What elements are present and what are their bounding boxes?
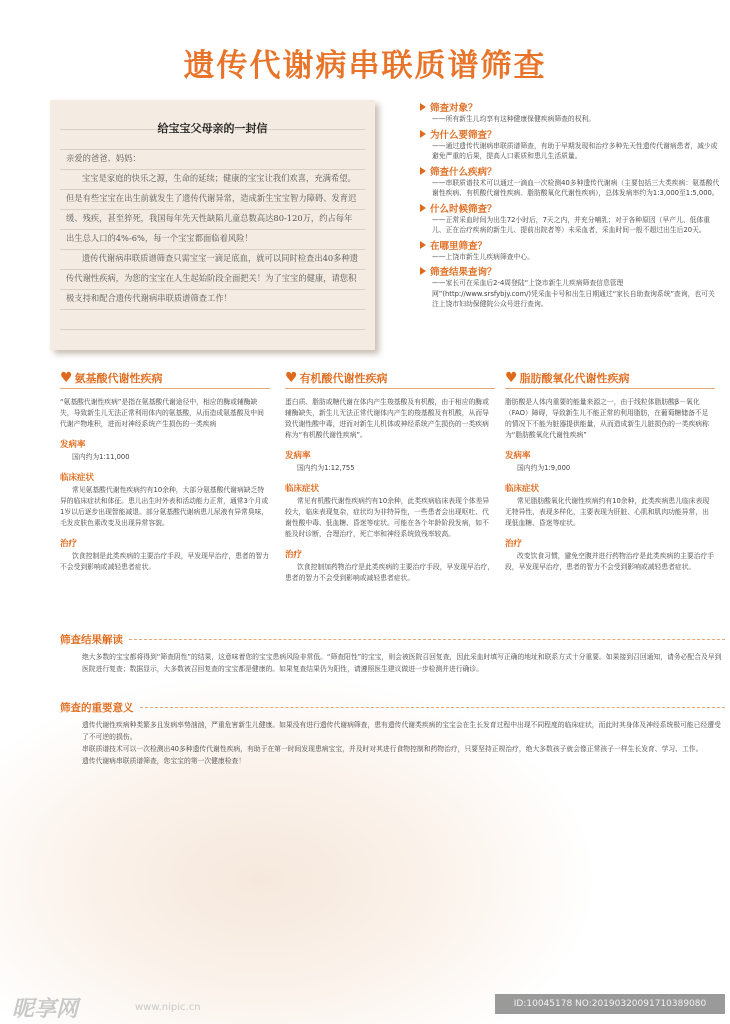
- faq-answer: ——上饶市新生儿疾病筛查中心。: [432, 252, 534, 261]
- watermark-footer: [0, 988, 730, 1024]
- section-heading: 筛查结果解读: [60, 634, 123, 646]
- incidence-value: 国内约为1:9,000: [517, 464, 571, 472]
- faq-item: [420, 201, 720, 236]
- letter-body: [66, 148, 359, 308]
- incidence-label: 发病率: [285, 451, 311, 461]
- arrow-icon: [420, 167, 426, 175]
- symptom-label: 临床症状: [285, 484, 320, 494]
- incidence-value: 国内约为1:12,755: [297, 464, 355, 472]
- letter-paper: [60, 110, 365, 340]
- faq-question: 为什么要筛查？: [430, 129, 497, 141]
- arrow-icon: [420, 130, 426, 138]
- results-text: 绝大多数的宝宝都将得到“筛查阴性”的结果，这意味着您的宝宝患病风险非常低。“筛查阳性”的宝宝，则会被医院召回复查，因此采血时填写正确的地址和联系方式十分重要。如果接到召回通知，请务必配合及早到医院进行复查；数据显示，大多数被召回复查的宝宝都是健康的。如果复查结果仍为阳性，请遵照医生建议做进一步检测并进行确诊。: [82, 653, 722, 673]
- letter-paragraph: 宝宝是家庭的快乐之源，生命的延续；健康的宝宝让我们欢喜，充满希望。但是有些宝宝在出生前就发生了遗传代谢异常，造成新生宝宝智力障碍、发育迟缓、残疾，甚至猝死，我国每年先天性缺陷儿童总数高达80-120万，约占每年出生总人口的4%-6%，每一个宝宝都面临着风险！: [66, 173, 357, 243]
- arrow-icon: [420, 241, 426, 249]
- image-id-bar: ID:10045178 NO:20190320091710389080: [495, 994, 725, 1014]
- disease-column-amino-acid: [60, 370, 270, 573]
- faq-item: [420, 164, 720, 199]
- column-intro: “氨基酸代谢性疾病”是指在氨基酸代谢途径中，相应的酶或辅酶缺失，导致新生儿无法正常利用体内的氨基酸，从而造成氨基酸及中间代谢产物堆积，进而对神经系统产生损伤的一类疾病: [60, 398, 264, 428]
- symptom-text: 常见有机酸代谢性疾病约有10余种，此类疾病临床表现个体差异较大，临床表现复杂，症状均为非特异性，一些患者会出现呕吐、代谢性酸中毒、低血糖、昏迷等症状。可能在各个年龄阶段发病，如不能及时诊断，合理治疗，死亡率和神经系统致残率较高。: [285, 497, 490, 538]
- treatment-text: 改变饮食习惯，避免空腹并进行药物治疗是此类疾病的主要治疗手段，早发现早治疗，患者的智力不会受到影响或减轻患者症状。: [505, 552, 715, 571]
- faq-answer: ——家长可在采血后2-4周登陆“上饶市新生儿疾病筛查信息管理网”(http://www.srsfybjy.com/)凭采血卡号和出生日期通过“家长自助查询系统”查询，也可关注上饶市妇幼保健院公众号进行查询。: [432, 279, 715, 308]
- heart-icon: ♥: [60, 370, 73, 386]
- arrow-icon: [420, 267, 426, 275]
- faq-question: 在哪里筛查？: [430, 240, 488, 252]
- faq-answer: ——所有新生儿均享有这种健康保健疾病筛查的权利。: [432, 115, 596, 123]
- watermark-brand: 昵享网: [12, 996, 79, 1022]
- dashed-divider: [129, 639, 725, 640]
- column-intro: 蛋白质、脂肪或糖代谢在体内产生羧基酸及有机酸，由于相应的酶或辅酶缺失，新生儿无法正常代谢体内产生的羧基酸及有机酸，从而导致代谢性酸中毒，进而对新生儿机体或神经系统产生损伤的一类疾病称为“有机酸代谢性疾病”。: [285, 398, 489, 439]
- column-heading: 氨基酸代谢性疾病: [74, 372, 163, 385]
- column-intro: 脂肪酸是人体内重要的能量来源之一，由于线粒体脂肪酸β－氧化（FAO）障碍，导致新生儿不能正常的利用脂肪，在葡萄糖储备不足的情况下不能为脏器提供能量，从而造成新生儿脏损伤的一类疾病称为“脂肪酸氧化代谢性疾病”: [505, 398, 709, 439]
- faq-answer: ——串联质谱技术可以通过一滴血一次检测40多种遗传代谢病（主要包括三大类疾病：氨基酸代谢性疾病、有机酸代谢性疾病、脂肪酸氧化代谢性疾病），总体发病率约为1:3,000至1:5,000。: [432, 178, 720, 197]
- arrow-icon: [420, 204, 426, 212]
- letter-paragraph: 遗传代谢病串联质谱筛查只需宝宝一滴足底血，就可以同时检查出40多种遗传代谢性疾病，为您的宝宝在人生起始阶段全面把关！为了宝宝的健康，请您积极支持和配合遗传代谢病串联质谱筛查工作！: [66, 253, 359, 303]
- faq-answer: ——正常采血时间为出生72小时后，7天之内，并充分哺乳；对于各种原因（早产儿、低体重儿、正在治疗疾病的新生儿、提前出院者等）未采血者，采血时间一般不超过出生后20天。: [432, 215, 711, 234]
- arrow-icon: [420, 103, 426, 111]
- symptom-text: 常见脂肪酸氧化代谢性疾病约有10余种，此类疾病患儿临床表现无特异性，表现多样化，主要表现为肝脏、心肌和肌肉功能异常，出现低血糖、昏迷等症状。: [505, 497, 710, 527]
- faq-item: [420, 238, 720, 263]
- importance-paragraph: 串联质谱技术可以一次检测出40多种遗传代谢性疾病，有助于在第一时间发现患病宝宝，并及时对其进行食物控制和药物治疗，只要坚持正规治疗，绝大多数孩子就会像正常孩子一样生长发育、学习、工作。: [82, 745, 703, 753]
- importance-paragraph: 遗传代谢病串联质谱筛查，您宝宝的第一次健康检查！: [82, 757, 246, 765]
- disease-column-fatty-acid: [505, 370, 715, 573]
- page-title: 遗传代谢病串联质谱筛查: [183, 48, 547, 84]
- importance-section: [60, 700, 725, 767]
- column-heading: 脂肪酸氧化代谢性疾病: [519, 372, 630, 385]
- faq-item: [420, 100, 720, 125]
- treatment-text: 饮食控制加药物治疗是此类疾病的主要治疗手段，早发现早治疗，患者的智力不会受到影响或减轻患者症状。: [285, 563, 495, 582]
- incidence-value: 国内约为1:11,000: [72, 453, 130, 461]
- faq-question: 什么时候筛查？: [430, 203, 497, 215]
- parent-letter: [50, 100, 375, 350]
- column-heading: 有机酸代谢性疾病: [299, 372, 388, 385]
- importance-paragraph: 遗传代谢性疾病种类繁多且发病率势汹汹，严重危害新生儿健康。如果没有进行遗传代谢病筛查，患有遗传代谢类疾病的宝宝会在生长发育过程中出现不同程度的临床症状，而此时其身体及神经系统极可能已经遭受了不可逆的损伤。: [82, 721, 721, 741]
- heart-icon: ♥: [285, 370, 298, 386]
- treatment-label: 治疗: [505, 539, 523, 549]
- faq-item: [420, 264, 720, 310]
- letter-salutation: 亲爱的爸爸、妈妈：: [66, 153, 141, 163]
- section-heading: 筛查的重要意义: [60, 702, 134, 714]
- watermark-url: www.nipic.cn: [135, 1002, 201, 1013]
- disease-column-organic-acid: [285, 370, 495, 584]
- treatment-text: 饮食控制是此类疾病的主要治疗手段，早发现早治疗，患者的智力不会受到影响或减轻患者症状。: [60, 552, 270, 571]
- faq-question: 筛查结果查询？: [430, 267, 497, 278]
- treatment-label: 治疗: [285, 550, 303, 560]
- symptom-label: 临床症状: [60, 473, 95, 483]
- faq-item: [420, 127, 720, 162]
- faq-panel: [420, 100, 720, 312]
- faq-question: 筛查对象？: [430, 103, 478, 114]
- dashed-divider: [140, 707, 726, 708]
- results-section: [60, 632, 725, 675]
- faq-answer: ——通过遗传代谢病串联质谱筛查，有助于早期发现和治疗多种先天性遗传代谢病患者，减少或避免严重的后果，提高人口素质和患儿生活质量。: [432, 141, 718, 160]
- letter-title: 给宝宝父母亲的一封信: [157, 122, 268, 135]
- incidence-label: 发病率: [505, 451, 531, 461]
- treatment-label: 治疗: [60, 539, 78, 549]
- faq-question: 筛查什么疾病？: [430, 166, 497, 178]
- incidence-label: 发病率: [60, 440, 86, 450]
- symptom-label: 临床症状: [505, 484, 540, 494]
- symptom-text: 常见氨基酸代谢性疾病约有10余种，大部分氨基酸代谢病缺乏特异的临床症状和体征。患儿出生时外表和活动能力正常，通常3个月或1岁以后逐步出现智能减退。部分氨基酸代谢病患儿尿液有异常臭味，毛发皮肤色素改变及出现异常容貌。: [60, 486, 269, 527]
- heart-icon: ♥: [505, 370, 518, 386]
